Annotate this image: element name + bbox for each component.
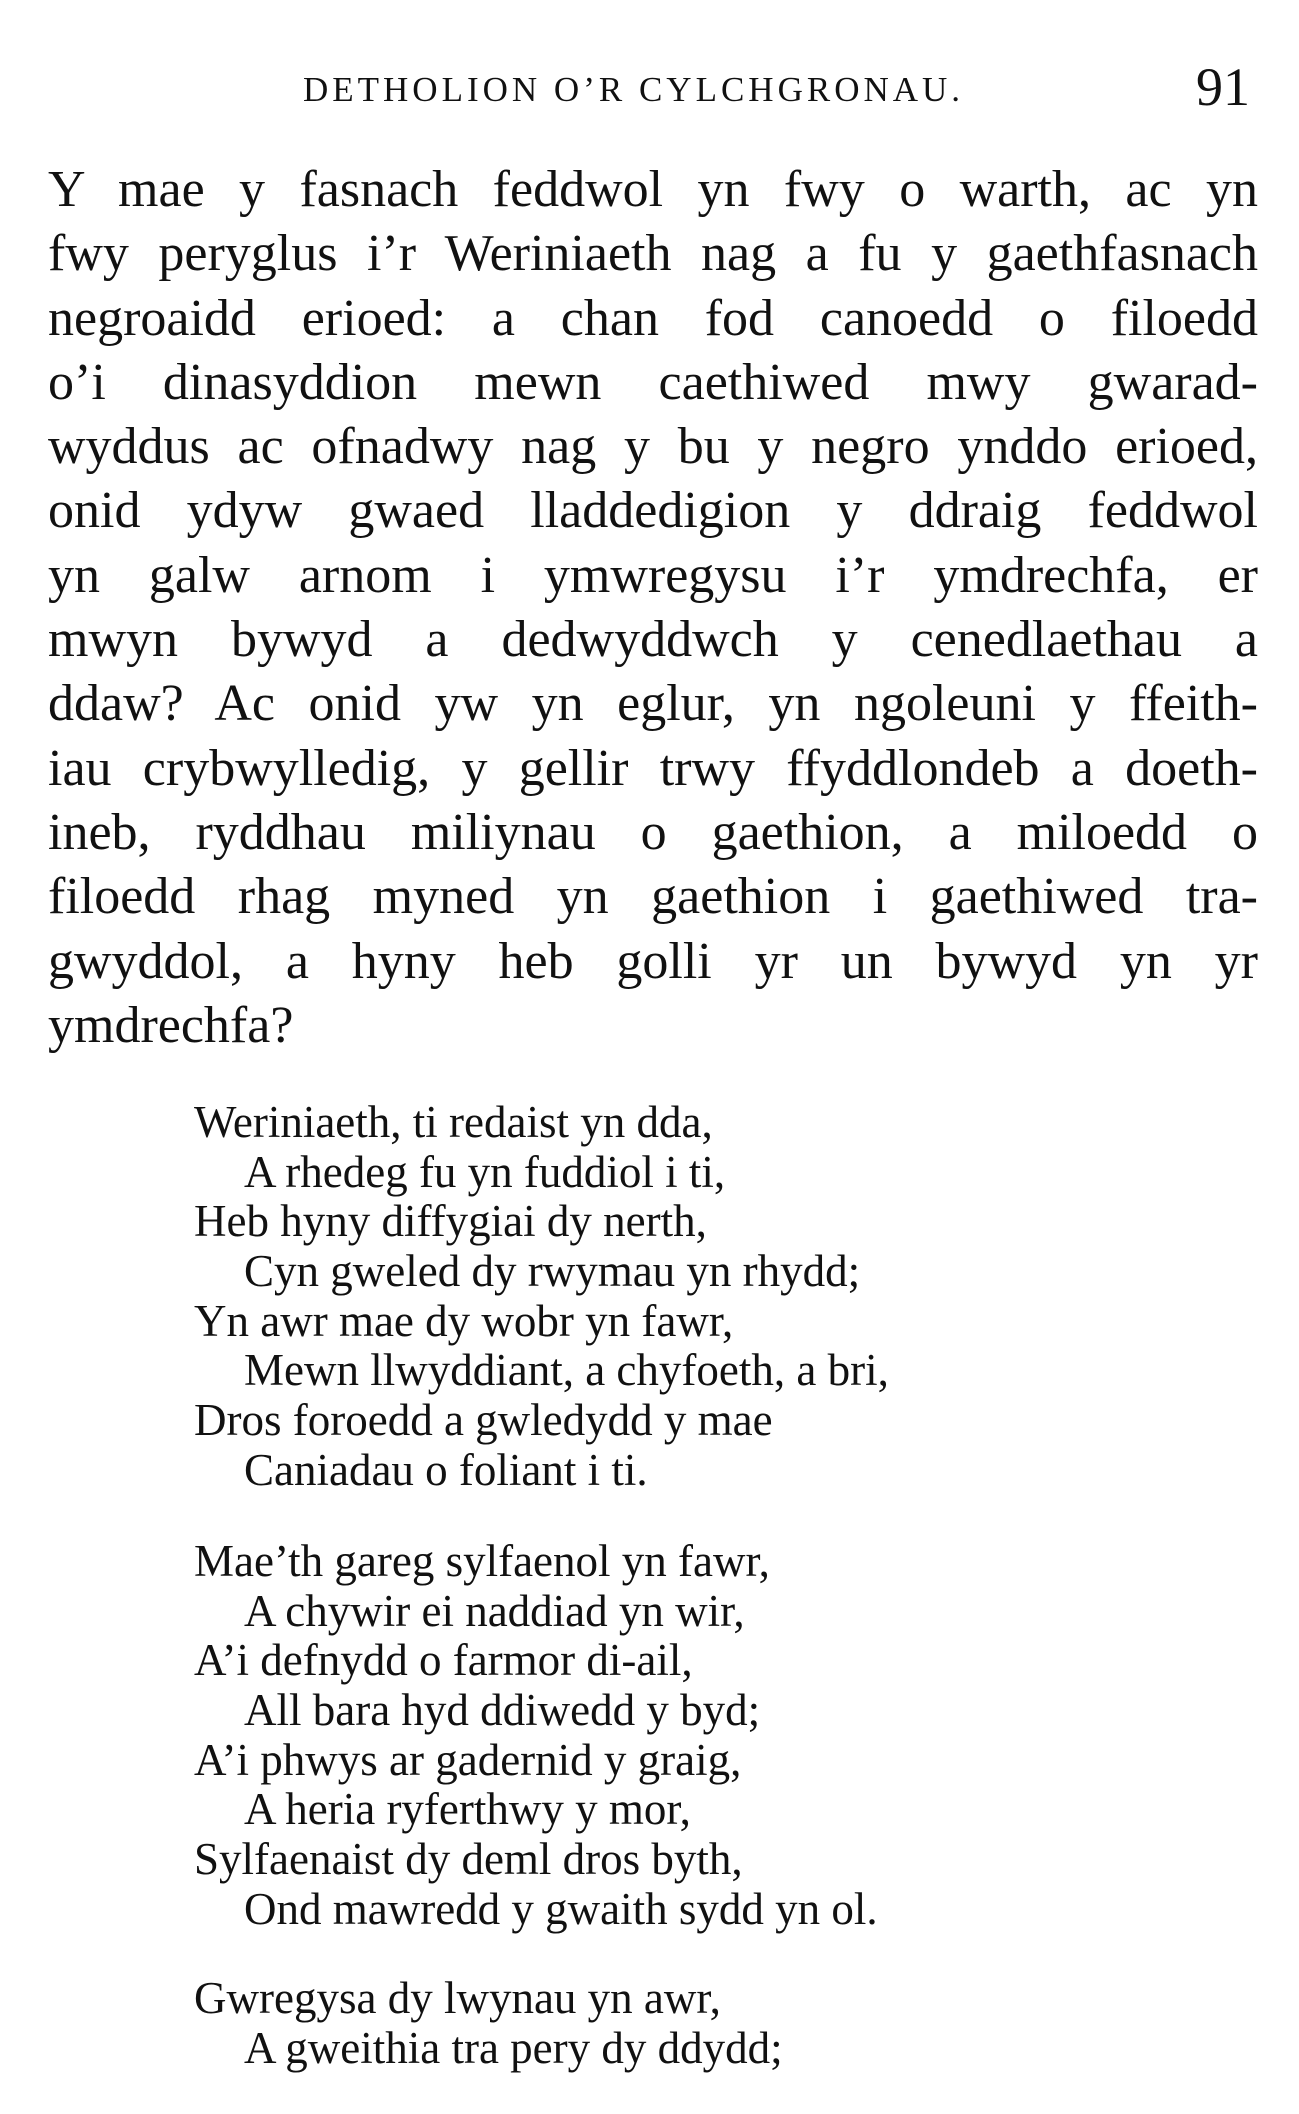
verse-line: Weriniaeth, ti redaist yn dda,	[194, 1097, 713, 1147]
verse-line: A’i defnydd o farmor di-ail,	[194, 1635, 693, 1686]
running-head	[48, 48, 1258, 128]
paragraph-line: gwyddol, a hyny heb golli yr un bywyd yn yr	[48, 932, 1258, 990]
verse-line: Gwregysa dy lwynau yn awr,	[194, 1973, 721, 2023]
poem-stanza-3	[194, 1974, 1234, 2073]
paragraph-line: ddaw? Ac onid yw yn eglur, yn ngoleuni y ffeith-	[48, 675, 1258, 733]
paragraph-line: fwy peryglus i’r Weriniaeth nag a fu y gaethfasnach	[48, 225, 1258, 283]
verse-line: A chywir ei naddiad yn wir,	[244, 1585, 745, 1636]
verse-line: Sylfaenaist dy deml dros byth,	[194, 1834, 743, 1885]
paragraph-line: ineb, ryddhau miliynau o gaethion, a miloedd o	[48, 803, 1258, 861]
verse-line: A’i phwys ar gadernid y graig,	[194, 1734, 742, 1785]
paragraph-line: ymdrechfa?	[48, 996, 294, 1054]
verse-line: Yn awr mae dy wobr yn fawr,	[194, 1295, 734, 1346]
verse-line: Heb hyny diffygiai dy nerth,	[194, 1196, 707, 1247]
poem-stanza-2	[194, 1537, 1234, 1935]
paragraph-line: o’i dinasyddion mewn caethiwed mwy gwarad-	[48, 353, 1258, 411]
paragraph-line: filoedd rhag myned yn gaethion i gaethiwed tra-	[48, 868, 1258, 926]
paragraph-line: mwyn bywyd a dedwyddwch y cenedlaethau a	[48, 611, 1258, 669]
paragraph-line: wyddus ac ofnadwy nag y bu y negro ynddo erioed,	[48, 418, 1258, 476]
paragraph-line: yn galw arnom i ymwregysu i’r ymdrechfa, er	[48, 546, 1258, 604]
verse-line: A heria ryferthwy y mor,	[244, 1784, 691, 1835]
verse-line: Caniadau o foliant i ti.	[244, 1444, 648, 1495]
paragraph-line: iau crybwylledig, y gellir trwy ffyddlondeb a doeth-	[48, 739, 1258, 797]
verse-line: A rhedeg fu yn fuddiol i ti,	[244, 1146, 726, 1197]
verse-line: Cyn gweled dy rwymau yn rhydd;	[244, 1246, 861, 1297]
verse-line: Mewn llwyddiant, a chyfoeth, a bri,	[244, 1345, 889, 1396]
page-number: 91	[1196, 57, 1250, 117]
poem-stanza-1	[194, 1098, 1234, 1496]
prose-paragraph	[48, 158, 1258, 1058]
paragraph-line: onid ydyw gwaed lladdedigion y ddraig feddwol	[48, 482, 1258, 540]
verse-line: Mae’th gareg sylfaenol yn fawr,	[194, 1536, 770, 1586]
running-title: DETHOLION O’R CYLCHGRONAU.	[303, 70, 965, 109]
verse-line: Ond mawredd y gwaith sydd yn ol.	[244, 1883, 878, 1934]
verse-line: Dros foroedd a gwledydd y mae	[194, 1395, 773, 1446]
verse-line: All bara hyd ddiwedd y byd;	[244, 1685, 761, 1736]
paragraph-line: Y mae y fasnach feddwol yn fwy o warth, ac yn	[48, 161, 1258, 218]
verse-line: A gweithia tra pery dy ddydd;	[244, 2022, 783, 2073]
paragraph-line: negroaidd erioed: a chan fod canoedd o filoedd	[48, 289, 1258, 347]
